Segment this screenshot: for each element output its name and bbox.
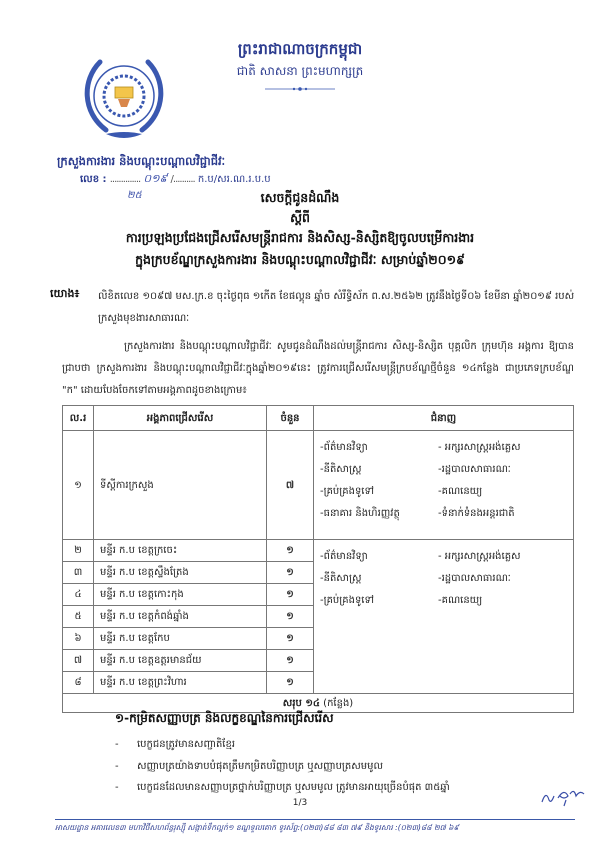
document-type: សេចក្តីជូនដំណឹង bbox=[260, 190, 340, 205]
row-unit: ទីស្តីការក្រសួង bbox=[94, 431, 267, 540]
table-row bbox=[63, 540, 574, 562]
list-item bbox=[115, 734, 575, 756]
row-count: ១ bbox=[267, 672, 314, 694]
row-no: ២ bbox=[63, 540, 94, 562]
bullet-dash: - bbox=[115, 760, 119, 772]
row-no: ១ bbox=[63, 431, 94, 540]
skill-item: -នីតិសាស្ត្រ bbox=[320, 573, 362, 584]
row-no: ៦ bbox=[63, 628, 94, 650]
header-count: ចំនួន bbox=[267, 406, 314, 431]
skill-item: -គណនេយ្យ bbox=[438, 486, 483, 497]
reference-label: យោង៖ bbox=[50, 287, 80, 300]
skill-item: -ធនាគារ និងហិរញ្ញវត្ថុ bbox=[320, 508, 400, 519]
skill-item: -គ្រប់គ្រងទូទៅ bbox=[320, 486, 374, 497]
ref-handwritten-date: ២៥ bbox=[127, 190, 142, 201]
requirement-text: បេក្ខជនដែលមានសញ្ញាបត្រថ្នាក់បរិញ្ញាបត្រ ឬសមមូល ត្រូវមានអាយុច្រើនបំផុត ៣៥ឆ្នាំ bbox=[137, 782, 450, 793]
title-line-2: ក្នុងក្របខ័ណ្ឌក្រសួងការងារ និងបណ្តុះបណ្តាលវិជ្ជាជីវៈ សម្រាប់ឆ្នាំ២០១៩ bbox=[135, 252, 465, 267]
ref-suffix: ក.ប/សរ.ណ.រ.ប.ប bbox=[197, 174, 271, 185]
bullet-dash: - bbox=[115, 782, 119, 793]
header-unit: អង្គភាពជ្រើសរើស bbox=[94, 406, 267, 431]
row-unit: មន្ទីរ ក.ប ខេត្តកោះកុង bbox=[94, 584, 267, 606]
page-number: 1/3 bbox=[292, 798, 308, 808]
skill-item: -នីតិសាស្ត្រ bbox=[320, 464, 362, 475]
row-no: ៧ bbox=[63, 650, 94, 672]
positions-table bbox=[62, 405, 574, 713]
total-unit: (កន្លែង) bbox=[323, 697, 354, 709]
reference-text: លិខិតលេខ ១០៩៧ មស.ក្រ.ខ ចុះថ្ងៃពុធ ១កើត ខែផល្គុន ឆ្នាំច សំរឹទ្ធិស័ក ព.ស.២៥៦២ ត្រូវនឹងថ្ងៃទី០៦ ខែមីនា ឆ្នាំ២០១៩ របស់ក្រសួងមុខងារសាធារណៈ bbox=[98, 291, 575, 324]
list-item bbox=[115, 777, 575, 799]
row-unit: មន្ទីរ ក.ប ខេត្តព្រះវិហារ bbox=[94, 672, 267, 694]
row-count: ៧ bbox=[267, 431, 314, 540]
ref-label: លេខ : bbox=[80, 174, 107, 185]
skill-item: -ទំនាក់ទំនងអន្តរជាតិ bbox=[438, 508, 515, 519]
ref-number: ០១៩ bbox=[143, 172, 168, 185]
table-row bbox=[63, 431, 574, 540]
table-header-row bbox=[63, 406, 574, 431]
signature-initials bbox=[540, 784, 586, 808]
skill-item: -គ្រប់គ្រងទូទៅ bbox=[320, 595, 374, 606]
row-count: ១ bbox=[267, 628, 314, 650]
row-unit: មន្ទីរ ក.ប ខេត្តឧត្តរមានជ័យ bbox=[94, 650, 267, 672]
row-count: ១ bbox=[267, 650, 314, 672]
list-item bbox=[115, 756, 575, 778]
skill-item: - អក្សរសាស្ត្រអង់គ្លេស bbox=[438, 551, 521, 562]
requirements-list bbox=[115, 734, 575, 799]
row-count: ១ bbox=[267, 540, 314, 562]
row-no: ៥ bbox=[63, 606, 94, 628]
row-unit: មន្ទីរ ក.ប ខេត្តក្រចេះ bbox=[94, 540, 267, 562]
body-paragraph: ក្រសួងការងារ និងបណ្តុះបណ្តាលវិជ្ជាជីវៈ សូមជូនដំណឹងដល់មន្ត្រីរាជការ សិស្ស-និស្សិត បុគ្គលិក ក្រុមហ៊ុន អង្គការ ឱ្យបានជ្រាបថា ក្រសួងការងារ និងបណ្តុះបណ្តាលវិជ្ជាជីវៈក្នុងឆ្នាំ២០១៩នេះ ត្រូវការជ្រើសរើសមន្ត្រីក្របខ័ណ្ឌថ្មីចំនួន ១៤កន្លែង ជាប្រភេទក្របខ័ណ្ឌ "ក" ដោយបែងចែកទៅតាមអង្គភាពដូចខាងក្រោម៖ bbox=[62, 341, 574, 396]
skill-item: -រដ្ឋបាលសាធារណៈ bbox=[438, 573, 511, 584]
skills-cell-group2 bbox=[314, 540, 574, 694]
row-no: ៨ bbox=[63, 672, 94, 694]
row-count: ១ bbox=[267, 606, 314, 628]
title-line-1: ការប្រឡងប្រជែងជ្រើសរើសមន្ត្រីរាជការ និងសិស្ស-និស្សិតឱ្យចូលបម្រើការងារ bbox=[125, 230, 475, 245]
about-label: ស្តីពី bbox=[290, 210, 310, 225]
national-motto: ជាតិ សាសនា ព្រះមហាក្សត្រ bbox=[236, 64, 364, 78]
total-label: សរុប ១៤ bbox=[282, 697, 320, 709]
row-no: ៤ bbox=[63, 584, 94, 606]
skill-item: -ព័ត៌មានវិទ្យា bbox=[320, 551, 368, 562]
reference-number-line: លេខ : .............. ០១៩ /.......... ក.ប/សរ.ណ.រ.ប.ប bbox=[80, 172, 271, 185]
ministry-logo bbox=[78, 50, 170, 145]
requirement-text: បេក្ខជនត្រូវមានសញ្ជាតិខ្មែរ bbox=[137, 739, 235, 750]
skill-item: -ព័ត៌មានវិទ្យា bbox=[320, 442, 368, 453]
skill-item: - អក្សរសាស្ត្រអង់គ្លេស bbox=[438, 442, 521, 453]
sender-ministry: ក្រសួងការងារ និងបណ្តុះបណ្តាលវិជ្ជាជីវៈ bbox=[57, 154, 226, 168]
skill-item: -គណនេយ្យ bbox=[438, 595, 483, 606]
footer-divider bbox=[55, 819, 575, 820]
row-unit: មន្ទីរ ក.ប ខេត្តកំពង់ឆ្នាំង bbox=[94, 606, 267, 628]
skills-cell-group1 bbox=[314, 431, 574, 540]
skill-item: -រដ្ឋបាលសាធារណៈ bbox=[438, 464, 511, 475]
ornament-divider bbox=[265, 86, 335, 92]
row-unit: មន្ទីរ ក.ប ខេត្តស្ទឹងត្រែង bbox=[94, 562, 267, 584]
bullet-dash: - bbox=[115, 739, 119, 750]
header-no: ល.រ bbox=[63, 406, 94, 431]
row-no: ៣ bbox=[63, 562, 94, 584]
header-skills: ជំនាញ bbox=[314, 406, 574, 431]
row-unit: មន្ទីរ ក.ប ខេត្តកែប bbox=[94, 628, 267, 650]
row-count: ១ bbox=[267, 584, 314, 606]
requirements-heading: ១-កម្រិតសញ្ញាបត្រ និងលក្ខខណ្ឌនៃការជ្រើសរើស bbox=[115, 711, 334, 725]
footer-address: អាសយដ្ឋាន អគារលេខ៣ មហាវិថីសហព័ន្ធរុស្ស៊ី សង្កាត់ទឹកល្អក់១ ខណ្ឌទួលគោក ទូរស័ព្ទ:(០២៣)៨៨ ៨៣ ៧៩ និងទូរសារ :(០២៣)៨៨ ២៧ ៦៩ bbox=[55, 823, 459, 832]
requirement-text: សញ្ញាបត្រយ៉ាងទាបបំផុតត្រឹមកម្រិតបរិញ្ញាបត្រ ឬសញ្ញាបត្រសមមូល bbox=[137, 760, 384, 772]
row-count: ១ bbox=[267, 562, 314, 584]
kingdom-heading: ព្រះរាជាណាចក្រកម្ពុជា bbox=[237, 40, 363, 58]
